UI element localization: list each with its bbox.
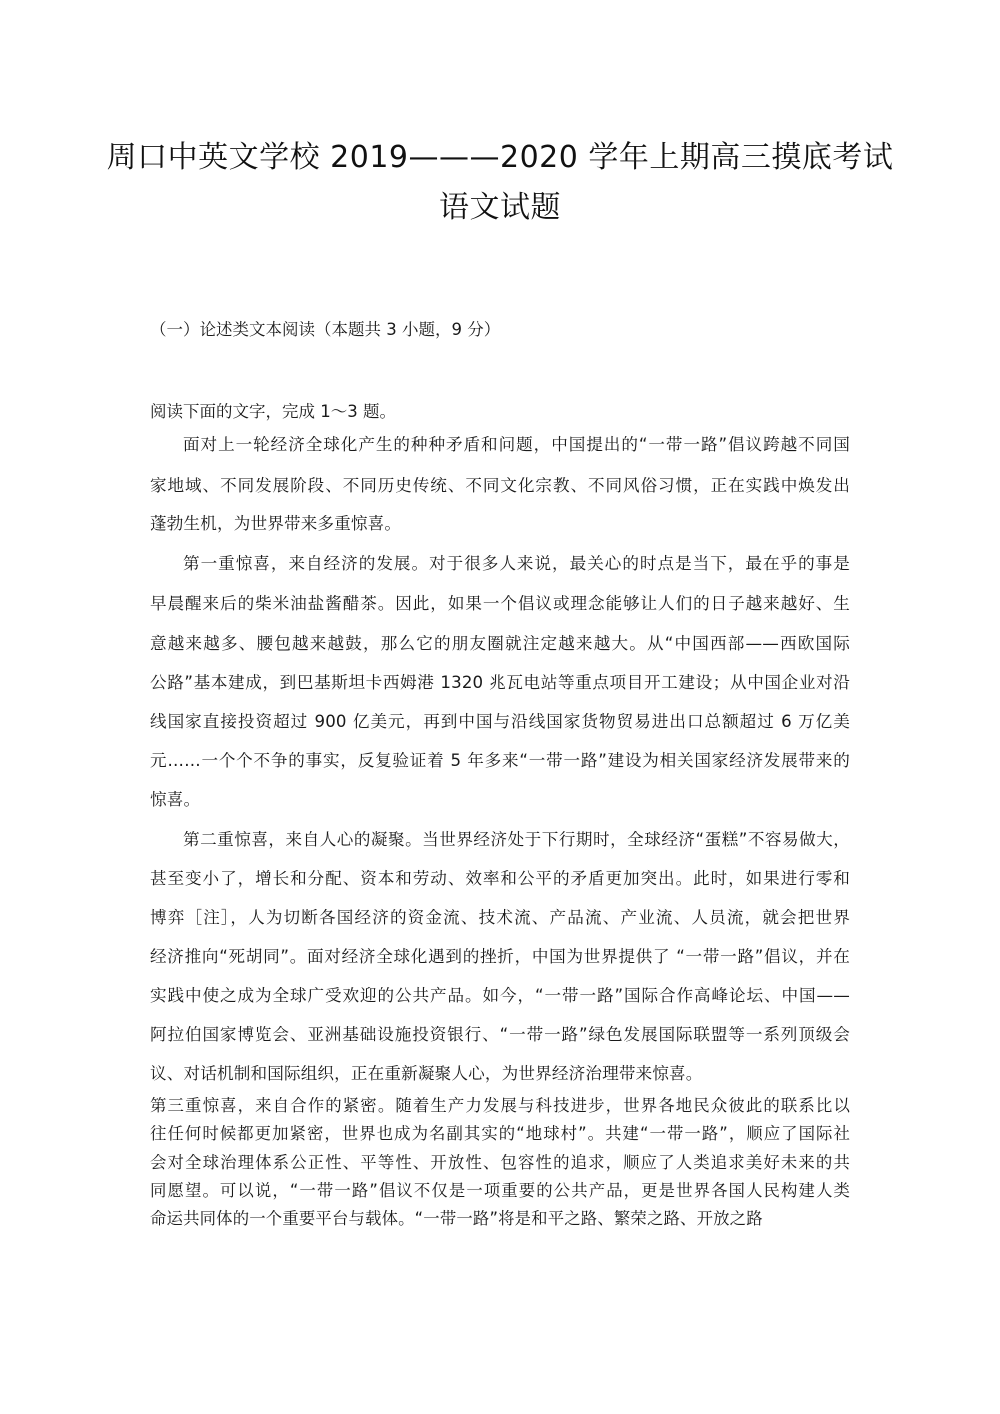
exam-title: 周口中英文学校 2019———2020 学年上期高三摸底考试 xyxy=(106,140,894,175)
paragraph-line: 阿拉伯国家博览会、亚洲基础设施投资银行、“一带一路”绿色发展国际联盟等一系列顶级会 xyxy=(150,1025,850,1044)
paragraph-line: 同愿望。可以说，“一带一路”倡议不仅是一项重要的公共产品，更是世界各国人民构建人类 xyxy=(150,1181,850,1200)
section-heading: （一）论述类文本阅读（本题共 3 小题，9 分） xyxy=(150,320,501,339)
paragraph-line: 实践中使之成为全球广受欢迎的公共产品。如今，“一带一路”国际合作高峰论坛、中国—— xyxy=(150,986,850,1005)
paragraph-line: 元……一个个不争的事实，反复验证着 5 年多来“一带一路”建设为相关国家经济发展带来的 xyxy=(150,751,850,770)
paragraph-line: 意越来越多、腰包越来越鼓，那么它的朋友圈就注定越来越大。从“中国西部——西欧国际 xyxy=(150,634,850,653)
paragraph-line: 第二重惊喜，来自人心的凝聚。当世界经济处于下行期时，全球经济“蛋糕”不容易做大， xyxy=(183,830,850,849)
reading-instruction: 阅读下面的文字，完成 1～3 题。 xyxy=(150,402,396,421)
paragraph-line: 早晨醒来后的柴米油盐酱醋茶。因此，如果一个倡议或理念能够让人们的日子越来越好、生 xyxy=(150,594,850,613)
paragraph-line: 线国家直接投资超过 900 亿美元，再到中国与沿线国家货物贸易进出口总额超过 6 万亿美 xyxy=(150,712,850,731)
exam-subtitle: 语文试题 xyxy=(439,190,561,225)
paragraph-line: 命运共同体的一个重要平台与载体。“一带一路”将是和平之路、繁荣之路、开放之路 xyxy=(150,1209,763,1228)
paragraph-line: 惊喜。 xyxy=(150,790,201,809)
paragraph-line: 甚至变小了，增长和分配、资本和劳动、效率和公平的矛盾更加突出。此时，如果进行零和 xyxy=(150,869,850,888)
paragraph-line: 第一重惊喜，来自经济的发展。对于很多人来说，最关心的时点是当下，最在乎的事是 xyxy=(183,554,850,573)
paragraph-line: 议、对话机制和国际组织，正在重新凝聚人心，为世界经济治理带来惊喜。 xyxy=(150,1064,703,1083)
paragraph-line: 第三重惊喜，来自合作的紧密。随着生产力发展与科技进步，世界各地民众彼此的联系比以 xyxy=(150,1096,850,1115)
paragraph-line: 家地域、不同发展阶段、不同历史传统、不同文化宗教、不同风俗习惯，正在实践中焕发出 xyxy=(150,476,850,495)
paragraph-line: 面对上一轮经济全球化产生的种种矛盾和问题，中国提出的“一带一路”倡议跨越不同国 xyxy=(183,435,850,454)
paragraph-line: 会对全球治理体系公正性、平等性、开放性、包容性的追求，顺应了人类追求美好未来的共 xyxy=(150,1153,850,1172)
paragraph-line: 博弈［注］，人为切断各国经济的资金流、技术流、产品流、产业流、人员流，就会把世界 xyxy=(150,908,850,927)
paragraph-line: 往任何时候都更加紧密，世界也成为名副其实的“地球村”。共建“一带一路”，顺应了国际社 xyxy=(150,1124,850,1143)
paragraph-line: 公路”基本建成，到巴基斯坦卡西姆港 1320 兆瓦电站等重点项目开工建设；从中国企业对沿 xyxy=(150,673,850,692)
paragraph-line: 经济推向“死胡同”。面对经济全球化遇到的挫折，中国为世界提供了 “一带一路”倡议，并在 xyxy=(150,947,850,966)
paragraph-line: 蓬勃生机，为世界带来多重惊喜。 xyxy=(150,514,402,533)
